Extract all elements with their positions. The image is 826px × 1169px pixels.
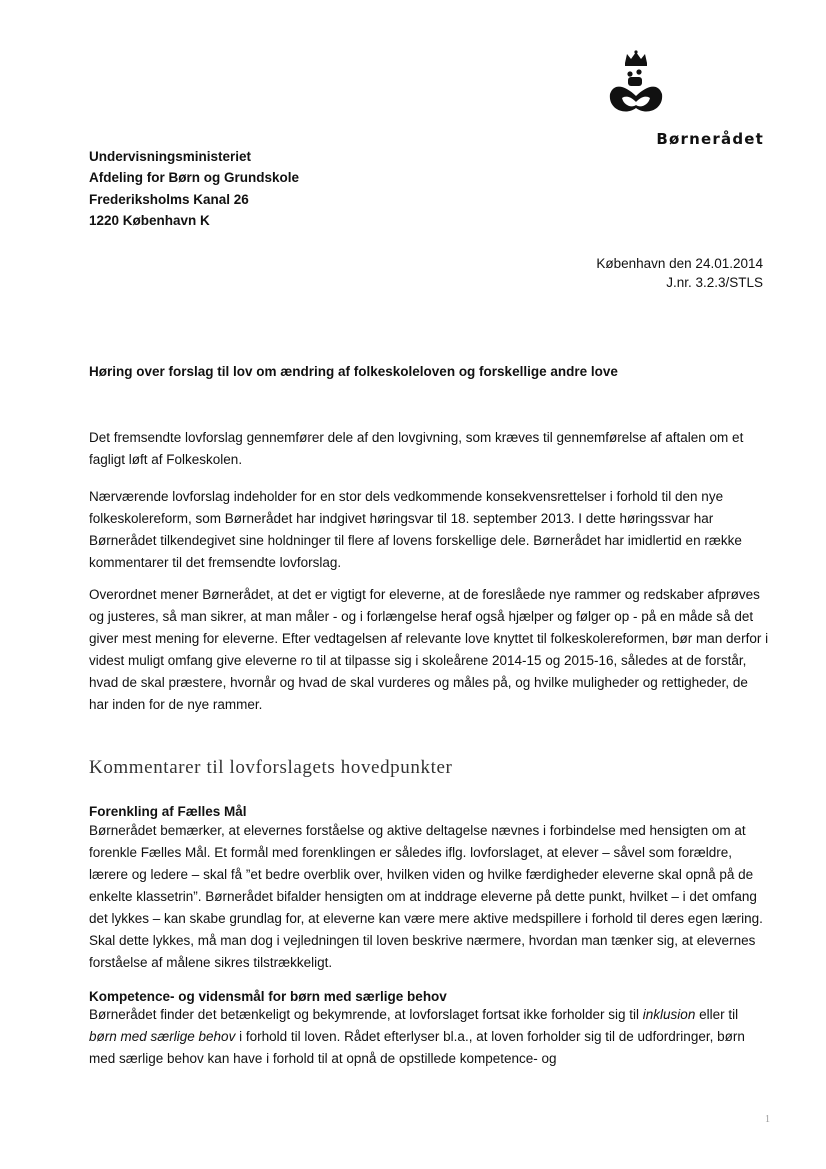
paragraph-text: Nærværende lovforslag indeholder for en stor dels vedkommende konsekvensrettelser i forhold til den nye folkeskolereform, som Børnerådet har indgivet høringsvar til 18. september 2013. I dette høringssvar har Børnerådet tilkendegivet sine holdninger til flere af lovens forskellige dele. Børnerådet har imidlertid en række kommentarer til det fremsendte lovforslag. — [89, 489, 742, 570]
text-run: eller til — [695, 1007, 739, 1022]
body-paragraph — [89, 584, 769, 716]
italic-term: børn med særlige behov — [89, 1029, 236, 1044]
subsection-heading: Kompetence- og vidensmål for børn med særlige behov — [89, 989, 447, 1004]
recipient-address — [89, 146, 299, 231]
subsection-paragraph — [89, 1004, 769, 1070]
paragraph-text: Det fremsendte lovforslag gennemfører dele af den lovgivning, som kræves til gennemførelse af aftalen om et fagligt løft af Folkeskolen. — [89, 430, 744, 467]
paragraph-text: Overordnet mener Børnerådet, at det er vigtigt for eleverne, at de foreslåede nye rammer og redskaber afprøves og justeres, så man sikrer, at man måler - og i forlængelse heraf også hjælper og følger op - på en måde så det giver mest mening for eleverne. Efter vedtagelsen af relevante love knyttet til folkeskolereformen, bør man derfor i videst muligt omfang give eleverne ro til at tilpasse sig i skoleårene 2014-15 og 2015-16, således at de forstår, hvad de skal præstere, hvornår og hvad de skal vurderes og måles på, og hvilke muligheder og rettigheder, de har inden for de nye rammer. — [89, 587, 769, 712]
text-run: Børnerådet finder det betænkeligt og bekymrende, at lovforslaget fortsat ikke forholder sig til — [89, 1007, 643, 1022]
date-line: København den 24.01.2014 — [596, 256, 763, 271]
body-paragraph — [89, 486, 769, 574]
subsection-heading: Forenkling af Fælles Mål — [89, 804, 247, 819]
address-line: Afdeling for Børn og Grundskole — [89, 170, 299, 186]
subsection-paragraph — [89, 820, 769, 974]
paragraph-text — [89, 1004, 769, 1070]
address-line: 1220 København K — [89, 212, 210, 228]
section-heading: Kommentarer til lovforslagets hovedpunkter — [89, 757, 453, 778]
text-run: i forhold til loven. Rådet efterlyser bl.a., at loven forholder sig til de udfordringer, børn med særlige behov kan have i forhold til at opnå de opstillede kompetence- og — [89, 1029, 745, 1066]
borneradet-logo-icon — [606, 50, 666, 118]
address-line: Frederiksholms Kanal 26 — [89, 191, 249, 207]
italic-term: inklusion — [642, 1007, 696, 1022]
letter-subject: Høring over forslag til lov om ændring af folkeskoleloven og forskellige andre love — [89, 364, 618, 379]
body-paragraph — [89, 427, 769, 471]
page-number: 1 — [765, 1114, 770, 1125]
paragraph-text: Børnerådet bemærker, at elevernes forståelse og aktive deltagelse nævnes i forbindelse med hensigten om at forenkle Fælles Mål. Et formål med forenklingen er således iflg. lovforslaget, at elever – såvel som forældre, lærere og ledere – skal få ”et bedre overblik over, hvilken viden og hvilke færdigheder eleverne skal opnå på de enkelte klassetrin”. Børnerådet bifalder hensigten om at inddrage eleverne på dette punkt, hvilket – i det omfang det lykkes – kan skabe grundlag for, at eleverne kan være mere aktive medspillere i forhold til deres egen læring. Skal dette lykkes, må man dog i vejledningen til loven beskrive nærmere, hvordan man tænker sig, at elevernes forståelse af målene sikres tilstrækkeligt. — [89, 823, 763, 970]
journal-number: J.nr. 3.2.3/STLS — [666, 275, 763, 290]
organization-name: Børnerådet — [656, 130, 764, 148]
date-block — [596, 254, 763, 292]
address-line: Undervisningsministeriet — [89, 149, 252, 164]
